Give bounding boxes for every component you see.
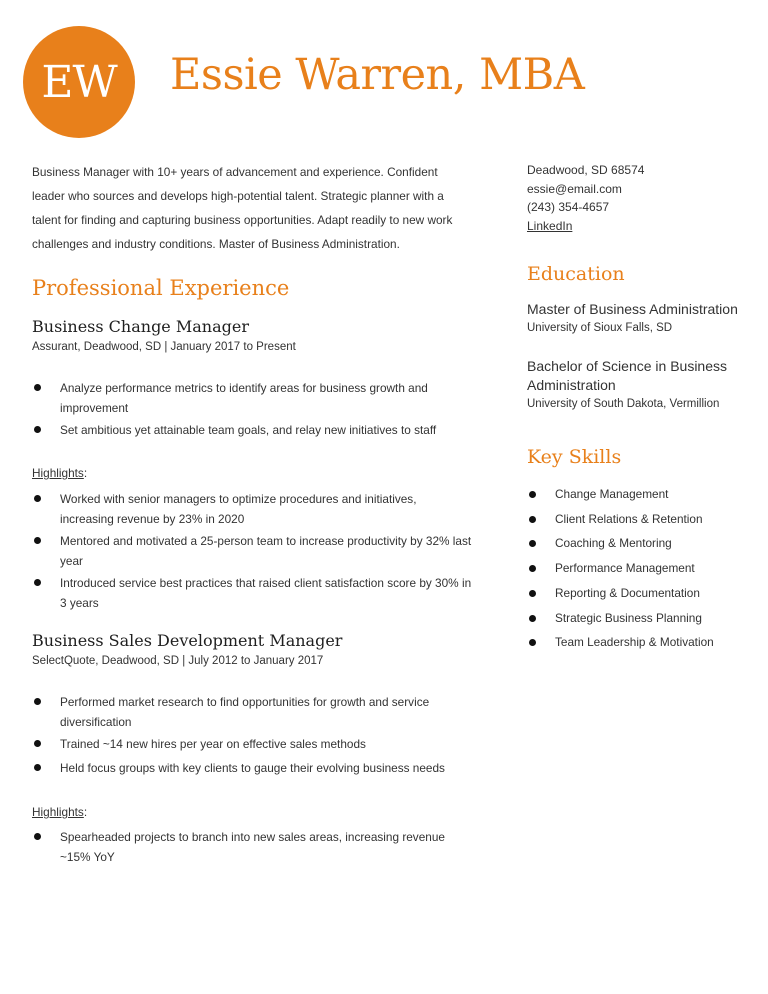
skills-list bbox=[527, 482, 752, 655]
list-item: Set ambitious yet attainable team goals, and relay new initiatives to staff bbox=[32, 420, 472, 440]
contact-phone: (243) 354-4657 bbox=[527, 200, 610, 214]
list-item: Introduced service best practices that raised client satisfaction score by 30% in 3 years bbox=[32, 573, 472, 613]
skills-section-title: Key Skills bbox=[527, 446, 622, 468]
education-section-title: Education bbox=[527, 263, 625, 285]
list-item: Reporting & Documentation bbox=[527, 581, 752, 606]
bullet-icon bbox=[34, 740, 41, 747]
bullet-icon bbox=[529, 590, 536, 597]
list-item: Spearheaded projects to branch into new sales areas, increasing revenue ~15% YoY bbox=[32, 827, 472, 867]
contact-block bbox=[527, 161, 752, 235]
bullet-icon bbox=[34, 764, 41, 771]
bullet-icon bbox=[529, 639, 536, 646]
job-title: Business Change Manager bbox=[32, 317, 249, 336]
bullet-icon bbox=[529, 540, 536, 547]
list-item: Mentored and motivated a 25-person team to increase productivity by 32% last year bbox=[32, 531, 472, 571]
education-degree: Bachelor of Science in Business Administration bbox=[527, 358, 727, 393]
education-degree: Master of Business Administration bbox=[527, 301, 738, 317]
job-title: Business Sales Development Manager bbox=[32, 631, 343, 650]
list-item: Coaching & Mentoring bbox=[527, 531, 752, 556]
bullet-icon bbox=[34, 833, 41, 840]
professional-summary: Business Manager with 10+ years of advancement and experience. Confident leader who sources and develops high-potential talent. Strategic planner with a talent for finding and capturing business opportunities. Adapt readily to new work challenges and industry conditions. Master of Business Administration. bbox=[32, 165, 453, 251]
bullet-icon bbox=[34, 426, 41, 433]
list-item: Analyze performance metrics to identify areas for business growth and improvement bbox=[32, 378, 472, 418]
bullet-icon bbox=[34, 384, 41, 391]
job-highlights-list bbox=[32, 489, 472, 613]
list-item: Performance Management bbox=[527, 556, 752, 581]
bullet-icon bbox=[34, 495, 41, 502]
job-duties-list bbox=[32, 378, 472, 440]
list-item: Client Relations & Retention bbox=[527, 507, 752, 532]
education-school: University of Sioux Falls, SD bbox=[527, 322, 673, 334]
list-item: Team Leadership & Motivation bbox=[527, 630, 752, 655]
bullet-icon bbox=[529, 516, 536, 523]
resume-name: Essie Warren, MBA bbox=[170, 50, 585, 100]
highlights-label: Highlights: bbox=[32, 805, 88, 819]
list-item: Change Management bbox=[527, 482, 752, 507]
highlights-label: Highlights: bbox=[32, 466, 88, 480]
contact-location: Deadwood, SD 68574 bbox=[527, 163, 645, 177]
list-item: Performed market research to find opportunities for growth and service diversification bbox=[32, 692, 472, 732]
bullet-icon bbox=[34, 579, 41, 586]
contact-email[interactable]: essie@email.com bbox=[527, 181, 622, 196]
list-item: Strategic Business Planning bbox=[527, 606, 752, 631]
job-duties-list bbox=[32, 692, 472, 778]
job-highlights-list bbox=[32, 827, 472, 867]
list-item: Held focus groups with key clients to gauge their evolving business needs bbox=[32, 758, 472, 778]
list-item: Trained ~14 new hires per year on effective sales methods bbox=[32, 734, 472, 754]
job-meta: Assurant, Deadwood, SD | January 2017 to Present bbox=[32, 341, 296, 353]
bullet-icon bbox=[529, 491, 536, 498]
bullet-icon bbox=[34, 537, 41, 544]
list-item: Worked with senior managers to optimize procedures and initiatives, increasing revenue by 23% in 2020 bbox=[32, 489, 472, 529]
bullet-icon bbox=[529, 565, 536, 572]
monogram-avatar: EW bbox=[23, 26, 135, 138]
education-school: University of South Dakota, Vermillion bbox=[527, 398, 720, 410]
bullet-icon bbox=[529, 615, 536, 622]
bullet-icon bbox=[34, 698, 41, 705]
experience-section-title: Professional Experience bbox=[32, 276, 290, 300]
linkedin-link[interactable]: LinkedIn bbox=[527, 218, 573, 233]
job-meta: SelectQuote, Deadwood, SD | July 2012 to January 2017 bbox=[32, 655, 324, 667]
